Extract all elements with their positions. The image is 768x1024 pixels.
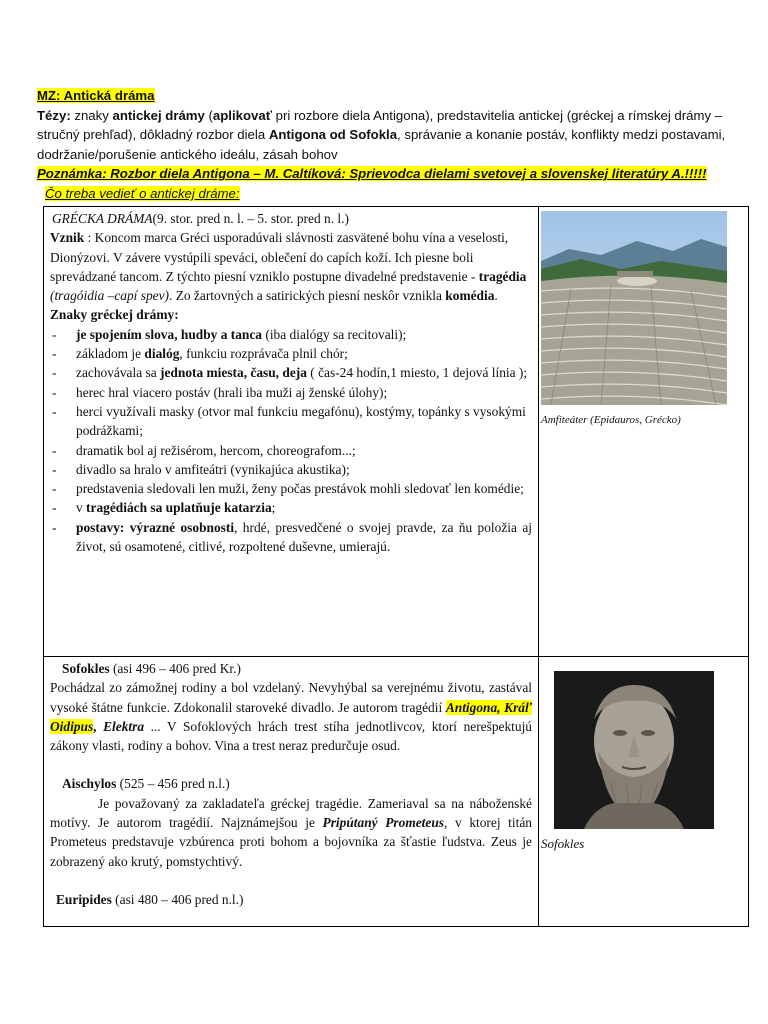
item-bold: postavy: výrazné osobnosti (76, 519, 235, 535)
authors-content (44, 657, 538, 909)
tezy-label: Tézy: (37, 107, 71, 123)
mz-title-line (37, 86, 737, 106)
list-item (50, 325, 532, 344)
item-bold: dialóg (144, 346, 180, 362)
greek-title-line (50, 209, 532, 228)
item-text: , funkciu rozprávača plnil chór; (179, 346, 348, 362)
sofokles-bust-photo (541, 671, 727, 829)
spacer (50, 871, 532, 890)
sofokles-works: Antigona, Kráľ Oidipus (50, 699, 532, 734)
know-line (45, 184, 737, 204)
item-bold: je spojením slova, hudby a tanca (76, 326, 263, 342)
znaky-heading-line (50, 305, 532, 324)
authors-table (43, 656, 749, 927)
item-text: , hrdé, presvedčené o svojej pravde, za ňu položia aj život, sú osamotené, citlivé, rozpoltené duševne, umierajú. (76, 519, 532, 555)
authors-text-cell (44, 657, 539, 927)
sofokles-name: Sofokles (62, 661, 110, 676)
sofokles-caption: Sofokles (541, 836, 585, 851)
mz-title: MZ: Antická dráma (37, 88, 155, 103)
item-text: (iba dialógy sa recitovali); (262, 326, 407, 342)
tezy-paragraph (37, 106, 737, 165)
item-text: v (76, 500, 87, 516)
euripides-dates: (asi 480 – 406 pred n.l.) (111, 891, 244, 907)
document-header (37, 86, 737, 204)
sofokles-comma: , (93, 718, 104, 734)
aischylos-dates: (525 – 456 pred n.l.) (116, 776, 230, 792)
list-item: - divadlo sa hralo v amfiteátri (vynikajúca akustika); (50, 460, 532, 479)
aischylos-text-2: , v ktorej titán Prometeus predstavuje vzbúrenca proti bohom a bojovníka za šťastie ľudstva. Zeus je zobrazený ako krutý, pomstychtivý. (50, 815, 532, 869)
greek-drama-content (44, 207, 538, 556)
amphitheater-photo (541, 211, 727, 405)
aischylos-text-1: Je považovaný za zakladateľa gréckej tragédie. Zameriaval sa na náboženské motívy. Je autorom tragédií. Najznámejšou je (50, 795, 532, 831)
note-line (37, 164, 737, 184)
aischylos-work: Pripútaný Prometeus (322, 815, 444, 831)
list-item: - herec hral viacero postáv (hrali iba muži aj ženské úlohy); (50, 383, 532, 402)
vznik-text-2: . Zo žartovných a satirických piesní neskôr vznikla (169, 288, 446, 304)
spacer (50, 755, 532, 774)
tezy-text-3: pri rozbore diela Antigona), predstavitelia antickej (gréckej a rímskej drámy – stručný prehľad), dôkladný rozbor diela (37, 107, 723, 143)
sofokles-elektra: Elektra (103, 718, 145, 734)
item-bold: jednota miesta, času, deja (160, 365, 307, 381)
note-text: Poznámka: Rozbor diela Antigona – M. Caltíková: Sprievodca dielami svetovej a slovenskej literatúry A.!!!!! (37, 166, 707, 182)
tezy-bold-2: aplikovať (212, 107, 273, 123)
vznik-text: : Koncom marca Gréci usporadúvali slávnosti zasvätené bohu vína a veselosti, Dionýzovi. V závere vystúpili speváci, oblečení do capích koží. Ich piesne boli sprevádzané tancom. Z týchto piesní vzniklo postupne divadelné predstavenie - (50, 230, 509, 284)
greek-drama-table (43, 206, 749, 657)
tragedia-note: (tragóidia –capí spev) (50, 288, 170, 304)
znaky-heading: Znaky gréckej drámy: (50, 307, 179, 323)
tezy-bold-1: antickej drámy (112, 107, 205, 123)
item-text: zachovávala sa (76, 365, 161, 381)
list-item (50, 518, 532, 557)
vznik-paragraph (50, 228, 532, 305)
znaky-list (50, 325, 532, 557)
list-item (50, 344, 532, 363)
item-text: základom je (76, 346, 145, 362)
tezy-text-1: znaky (70, 107, 113, 123)
item-text: ( čas-24 hodín,1 miesto, 1 dejová línia ); (306, 365, 528, 381)
item-bold: tragédiách sa uplatňuje katarzia (86, 500, 272, 516)
sofokles-heading (50, 659, 532, 678)
item-text: ; (271, 500, 276, 516)
list-item: - herci využívali masky (otvor mal funkciu megafónu), kostýmy, topánky s vysokými podrážkami; (50, 402, 532, 441)
tragedia-term: tragédia (478, 268, 527, 284)
list-item (50, 363, 532, 382)
aischylos-paragraph (50, 794, 532, 871)
list-item (50, 498, 532, 517)
sofokles-dates: (asi 496 – 406 pred Kr.) (109, 661, 241, 676)
list-item: - predstavenia sledovali len muži, ženy počas prestávok mohli sledovať len komédie; (50, 479, 532, 498)
tezy-bold-3: Antigona od Sofokla (268, 127, 398, 143)
greek-title: GRÉCKA DRÁMA (52, 211, 153, 226)
greek-drama-text-cell (44, 207, 539, 657)
list-item: - dramatik bol aj režisérom, hercom, choreografom...; (50, 441, 532, 460)
sofokles-text-1: Pochádzal zo zámožnej rodiny a bol vzdelaný. Nevyhýbal sa verejnému životu, zastával vysoké štátne funkcie. Zdokonalil staroveké divadlo. Je autorom tragédií (50, 680, 532, 715)
tezy-text-4: , správanie a konanie postáv, konflikty medzi postavami, dodržanie/porušenie antického ideálu, zásah bohov (37, 127, 726, 162)
vznik-label: Vznik (50, 230, 85, 246)
greek-dates: (9. stor. pred n. l. – 5. stor. pred n. l.) (152, 211, 349, 226)
tezy-text-2: ( (204, 107, 213, 123)
aischylos-heading (50, 774, 532, 793)
amphitheater-caption: Amfiteáter (Epidauros, Grécko) (541, 414, 681, 426)
euripides-name: Euripides (56, 891, 112, 907)
euripides-heading (50, 890, 532, 909)
sofokles-image-cell (539, 657, 749, 927)
know-heading: Čo treba vedieť o antickej dráme: (45, 185, 240, 201)
aischylos-name: Aischylos (62, 776, 117, 792)
sofokles-paragraph (50, 678, 532, 755)
vznik-end: . (494, 288, 498, 304)
komedia-term: komédia (445, 288, 495, 304)
sofokles-text-2: ... V Sofoklových hrách trest stíha jednotlivcov, ktorí nerešpektujú zákony vlasti, rodiny a bohov. Vina a trest neraz predurčuje osud. (50, 718, 532, 754)
amphitheater-image-cell (539, 207, 749, 657)
